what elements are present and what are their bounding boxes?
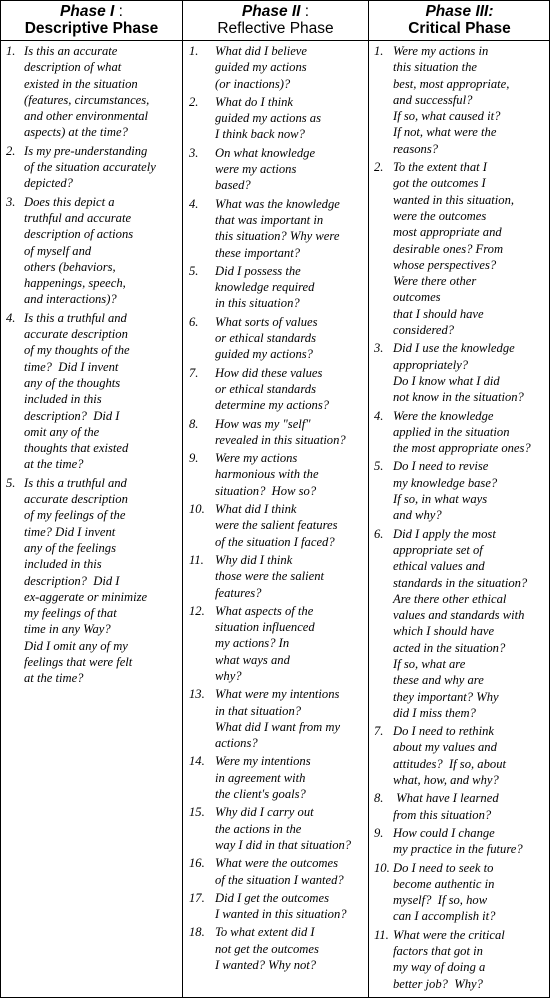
question-text: Is this a truthful and accurate description of my feelings of the time? Did I invent any of the feelings included in this description? Did I ex-aggerate or minimize my feelings of that time in any Way? Did I omit any of my feelings that were felt at the time? bbox=[24, 475, 148, 686]
phase-3-header bbox=[369, 1, 550, 40]
phase-1-title: Phase I bbox=[60, 3, 115, 20]
question-item bbox=[1, 43, 182, 141]
question-item bbox=[1, 475, 182, 687]
question-item bbox=[1, 194, 182, 308]
question-number: 8. bbox=[374, 791, 384, 806]
phase-2-title: Phase II bbox=[241, 3, 301, 20]
question-item bbox=[183, 416, 368, 449]
question-number: 10. bbox=[189, 502, 205, 517]
question-text: Did I get the outcomes I wanted in this situation? bbox=[215, 890, 347, 922]
question-text: How was my "self" revealed in this situation? bbox=[215, 416, 346, 447]
question-text: Did I apply the most appropriate set of ethical values and standards in the situation? Are there other ethical values and standards with which I should have acted in the situation? If so, what are these and why are they important? Why did I miss them? bbox=[393, 526, 528, 720]
question-text: Did I use the knowledge appropriately? Do I know what I did not know in the situation? bbox=[393, 341, 524, 405]
question-text: Does this depict a truthful and accurate description of actions of myself and others (behaviors, happenings, speech, and interactions)? bbox=[24, 194, 134, 307]
question-item bbox=[183, 501, 368, 550]
question-item bbox=[183, 450, 368, 499]
question-text: What sorts of values or ethical standards guided my actions? bbox=[215, 314, 318, 362]
question-number: 6. bbox=[189, 314, 199, 329]
question-text: Do I need to revise my knowledge base? If so, in what ways and why? bbox=[393, 459, 498, 523]
question-text: Do I need to rethink about my values and attitudes? If so, about what, how, and why? bbox=[393, 724, 506, 788]
question-text: What do I think guided my actions as I think back now? bbox=[215, 94, 321, 142]
question-item bbox=[183, 890, 368, 923]
question-number: 1. bbox=[189, 44, 199, 58]
question-text: Were my actions harmonious with the situation? How so? bbox=[215, 451, 319, 498]
question-item bbox=[369, 860, 550, 925]
question-item bbox=[183, 804, 368, 853]
question-text: Is this a truthful and accurate description of my thoughts of the time? Did I invent any of the thoughts included in this description? Did I omit any of the thoughts that existed at the time? bbox=[24, 310, 130, 472]
question-item bbox=[183, 263, 368, 312]
question-item bbox=[183, 365, 368, 414]
question-number: 9. bbox=[189, 451, 199, 466]
phase-2-header bbox=[183, 1, 368, 40]
question-text: What was the knowledge that was important in this situation? Why were these important? bbox=[215, 196, 340, 260]
question-number: 14. bbox=[189, 754, 205, 769]
question-number: 4. bbox=[6, 310, 16, 325]
question-item bbox=[183, 603, 368, 684]
question-number: 4. bbox=[374, 408, 384, 423]
question-text: Why did I carry out the actions in the way I did in that situation? bbox=[215, 805, 352, 852]
question-item bbox=[183, 145, 368, 194]
question-text: How could I change my practice in the future? bbox=[393, 825, 523, 857]
question-text: What aspects of the situation influenced my actions? In what ways and why? bbox=[215, 603, 315, 683]
question-item bbox=[369, 408, 550, 457]
question-number: 17. bbox=[189, 890, 205, 905]
question-number: 2. bbox=[374, 160, 384, 175]
phase-3-column bbox=[369, 1, 550, 997]
phase-2-subtitle: Reflective Phase bbox=[217, 20, 334, 37]
question-text: Did I possess the knowledge required in this situation? bbox=[215, 263, 315, 311]
phase-3-title: Phase III: bbox=[425, 3, 494, 20]
question-text: Do I need to seek to become authentic in myself? If so, how can I accomplish it? bbox=[393, 860, 496, 924]
question-number: 3. bbox=[374, 341, 384, 356]
question-text: Were my intentions in agreement with the client's goals? bbox=[215, 754, 311, 802]
question-number: 2. bbox=[6, 143, 16, 158]
question-text: What did I believe guided my actions (or inactions)? bbox=[215, 44, 307, 91]
phase-2-title-separator: : bbox=[300, 3, 310, 20]
question-number: 9. bbox=[374, 825, 384, 840]
question-text: Why did I think those were the salient features? bbox=[215, 552, 325, 600]
question-text: Is my pre-understanding of the situation accurately depicted? bbox=[24, 143, 156, 191]
question-text: What have I learned from this situation? bbox=[393, 791, 499, 822]
question-number: 2. bbox=[189, 94, 199, 109]
question-item bbox=[183, 94, 368, 143]
question-text: Is this an accurate description of what existed in the situation (features, circumstances, and other environmental aspects) at the time? bbox=[24, 44, 150, 140]
question-number: 3. bbox=[6, 194, 16, 209]
phase-3-question-list bbox=[369, 40, 550, 992]
phase-3-subtitle: Critical Phase bbox=[408, 20, 511, 37]
phase-1-question-list bbox=[1, 40, 182, 687]
question-number: 4. bbox=[189, 196, 199, 211]
question-text: What were the outcomes of the situation I wanted? bbox=[215, 856, 344, 887]
question-item bbox=[183, 43, 368, 92]
question-item bbox=[183, 753, 368, 802]
question-number: 5. bbox=[6, 475, 16, 490]
question-item bbox=[369, 340, 550, 405]
question-text: On what knowledge were my actions based? bbox=[215, 145, 316, 193]
question-number: 18. bbox=[189, 925, 205, 940]
question-number: 8. bbox=[189, 416, 199, 431]
question-number: 15. bbox=[189, 805, 205, 820]
question-item bbox=[369, 159, 550, 338]
question-item bbox=[369, 825, 550, 858]
question-item bbox=[369, 43, 550, 157]
question-item bbox=[183, 686, 368, 751]
question-text: How did these values or ethical standards determine my actions? bbox=[215, 365, 330, 413]
question-number: 1. bbox=[6, 44, 16, 58]
question-number: 1. bbox=[374, 44, 384, 58]
question-text: What did I think were the salient features of the situation I faced? bbox=[215, 502, 338, 549]
question-item bbox=[183, 314, 368, 363]
question-item bbox=[1, 143, 182, 192]
question-item bbox=[369, 526, 550, 722]
question-text: Were the knowledge applied in the situation the most appropriate ones? bbox=[393, 408, 531, 456]
question-number: 13. bbox=[189, 687, 205, 702]
question-number: 11. bbox=[374, 927, 389, 942]
question-number: 12. bbox=[189, 603, 205, 618]
phase-2-column bbox=[183, 1, 368, 997]
question-number: 5. bbox=[374, 459, 384, 474]
question-text: What were the critical factors that got in my way of doing a better job? Why? bbox=[393, 927, 505, 991]
question-item bbox=[183, 552, 368, 601]
question-text: To the extent that I got the outcomes I wanted in this situation, were the outcomes most appropriate and desirable ones? From whose perspectives? Were there other outcomes that I should have considered? bbox=[393, 160, 515, 338]
question-item bbox=[369, 927, 550, 992]
question-number: 16. bbox=[189, 856, 205, 871]
phase-2-question-list bbox=[183, 40, 368, 973]
question-item bbox=[369, 458, 550, 523]
question-item bbox=[183, 855, 368, 888]
question-item bbox=[369, 790, 550, 823]
question-number: 5. bbox=[189, 263, 199, 278]
question-item bbox=[369, 723, 550, 788]
phase-1-column bbox=[1, 1, 182, 997]
question-item bbox=[1, 310, 182, 473]
question-number: 7. bbox=[374, 724, 384, 739]
question-number: 6. bbox=[374, 526, 384, 541]
question-number: 10. bbox=[374, 860, 390, 875]
phase-1-subtitle: Descriptive Phase bbox=[24, 20, 159, 37]
phase-1-title-separator: : bbox=[114, 3, 123, 20]
question-item bbox=[183, 924, 368, 973]
question-number: 3. bbox=[189, 145, 199, 160]
question-text: What were my intentions in that situation? What did I want from my actions? bbox=[215, 687, 341, 751]
question-number: 11. bbox=[189, 552, 204, 567]
question-item bbox=[183, 196, 368, 261]
question-number: 7. bbox=[189, 365, 199, 380]
phase-1-header bbox=[1, 1, 182, 40]
question-text: To what extent did I not get the outcomes I wanted? Why not? bbox=[215, 925, 319, 973]
question-text: Were my actions in this situation the best, most appropriate, and successful? If so, what caused it? If not, what were the reasons? bbox=[393, 44, 510, 156]
